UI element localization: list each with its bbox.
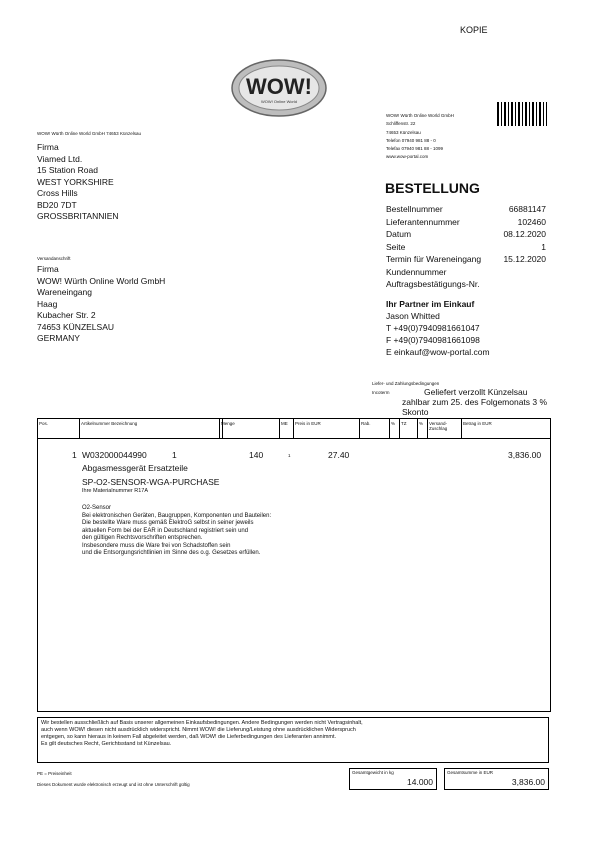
copy-label: KOPIE: [460, 25, 488, 35]
purchasing-partner: Ihr Partner im Einkauf Jason Whitted T +49(0)7940981661047 F +49(0)7940981661098 E einkauf@wow-portal.com: [386, 299, 490, 357]
row-price: 27.40: [328, 450, 350, 460]
delivery-label: Versandanschrift: [37, 256, 71, 261]
table-header: Pos. Artikelnummer Bezeichnung Menge ME Preis in EUR Rab. % TZ % Versand-Zuschlag Betrag in EUR: [38, 419, 550, 439]
total-weight-box: Gesamtgewicht in kg 14.000: [349, 768, 437, 790]
row-article: W032000044990: [82, 450, 147, 460]
row-desc1: Abgasmessgerät Ersatzteile: [82, 463, 188, 473]
wow-logo: [230, 57, 328, 119]
total-amount-box: Gesamtsumme in EUR 3,836.00: [444, 768, 549, 790]
order-info: Bestellnummer 66881147 Lieferantennummer 102460 Datum 08.12.2020 Seite 1 Termin für Wareneingang 15.12.2020 Kundennummer Auftragsbestätigungs-Nr.: [386, 204, 546, 289]
logo-subtitle: WOW! Online World: [261, 99, 297, 104]
terms-footnote: Wir bestellen ausschließlich auf Basis unserer allgemeinen Einkaufsbedingungen. Andere Bedingungen werden nicht Vertragsinhalt, auch wenn WOW! diesen nicht ausdrücklich widerspricht. Nimmt WOW! die Lieferung/Leistung ohne ausdrücklichen Widerspruch entgegen, so kann hieraus in keinem Fall abgeleitet werden, daß WOW! die Lieferbedingungen des Lieferanten annimmt. Es gilt deutsches Recht, Gerichtsstand ist Künzelsau.: [37, 717, 549, 763]
incoterm-label: Incoterm: [372, 390, 390, 395]
logo-text: WOW!: [246, 74, 312, 99]
recipient-line: BD20 7DT: [37, 199, 77, 210]
recipient-address: [37, 142, 119, 223]
sender-line: WOW! Würth Online World GmbH 74653 Künzelsau: [37, 131, 141, 136]
row-desc2: SP-O2-SENSOR-WGA-PURCHASE: [82, 477, 220, 487]
recipient-line: GROSSBRITANNIEN: [37, 211, 119, 221]
recipient-line: WEST YORKSHIRE: [37, 176, 114, 187]
row-unit: 1: [288, 453, 291, 458]
document-title: BESTELLUNG: [385, 180, 480, 196]
row-notes: O2-Sensor Bei elektronischen Geräten, Baugruppen, Komponenten und Bauteilen: Die bestellte Ware muss gemäß ElektroG selbst in seiner jeweils aktuellen Form bei der EAR in Deutschland registriert sein und den gültigen Rechtsvorschriften entsprechen. Insbesondere muss die Ware frei von Schadstoffen sein und die Entsorgungsrichtlinien im Sinne des o.g. Gesetzes erfüllen.: [82, 505, 272, 556]
terms-heading: Liefer- und Zahlungsbedingungen: [372, 381, 440, 386]
pe-note: PE = Preiseinheit: [37, 771, 72, 776]
delivery-address: Firma WOW! Würth Online World GmbH Wareneingang Haag Kubacher Str. 2 74653 KÜNZELSAU GERMANY: [37, 264, 166, 343]
row-quantity: 140: [249, 450, 264, 460]
row-desc3: Ihre Materialnummer R17A: [82, 488, 149, 494]
row-pos: 1: [72, 450, 77, 460]
recipient-line: Firma: [37, 142, 59, 152]
company-info: WOW! Würth Online World GmbH Schliffenstr. 22 74653 Künzelsau Telefon 07940 981 88 - 0 Telefax 07940 981 88 - 1099 www.wow-portal.com: [386, 113, 454, 160]
line-items-table: [37, 418, 551, 712]
recipient-line: 15 Station Road: [37, 165, 98, 175]
terms-text: Geliefert verzollt Künzelsau zahlbar zum 25. des Folgemonats 3 % Skonto: [402, 387, 548, 417]
row-amount: 3,836.00: [508, 450, 542, 460]
barcode: [497, 102, 547, 126]
electronic-note: Dieses Dokument wurde elektronisch erzeugt und ist ohne Unterschrift gültig: [37, 782, 190, 787]
recipient-line: Viamed Ltd.: [37, 153, 83, 164]
row-qty-hint: 1: [172, 450, 177, 460]
recipient-line: Cross Hills: [37, 188, 78, 198]
